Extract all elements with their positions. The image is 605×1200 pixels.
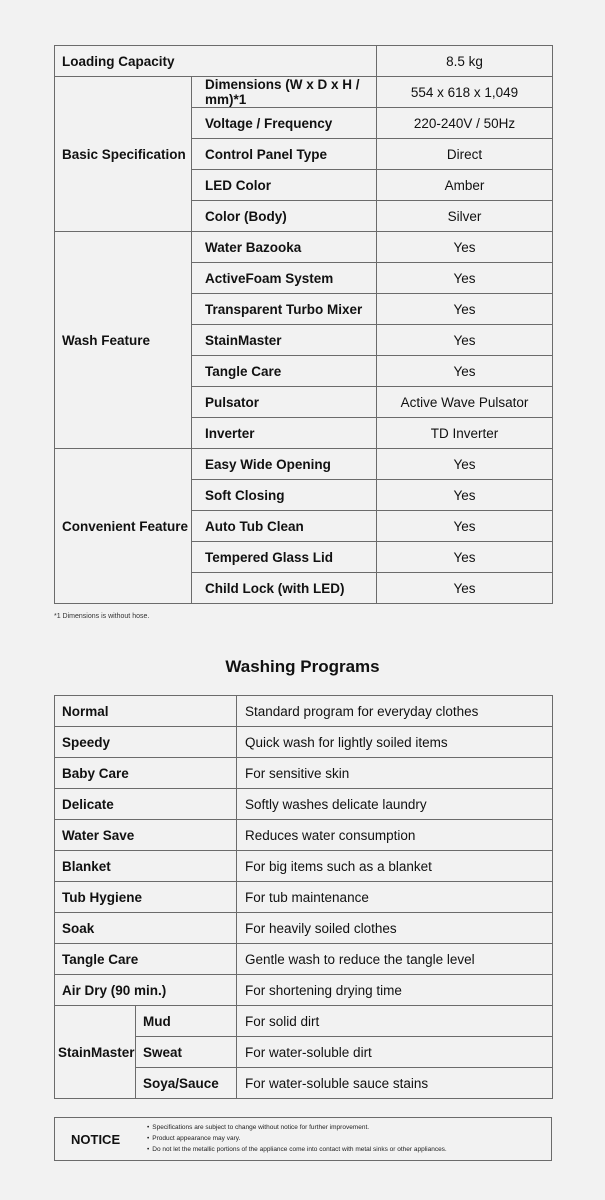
spec-group-title: Convenient Feature [55, 449, 192, 604]
program-row [55, 913, 553, 944]
spec-label: LED Color [192, 170, 377, 201]
program-description: Standard program for everyday clothes [237, 696, 553, 727]
spec-label: StainMaster [192, 325, 377, 356]
washing-programs-title: Washing Programs [225, 657, 380, 676]
program-name: Water Save [55, 820, 237, 851]
spec-value: Yes [377, 480, 553, 511]
washing-programs-table [54, 695, 553, 1099]
program-row [55, 727, 553, 758]
spec-label: Child Lock (with LED) [192, 573, 377, 604]
program-row [55, 696, 553, 727]
spec-label: Tempered Glass Lid [192, 542, 377, 573]
program-name: Soya/Sauce [136, 1068, 237, 1099]
spec-group-title: Wash Feature [55, 232, 192, 449]
program-name: Tub Hygiene [55, 882, 237, 913]
program-row [55, 1006, 553, 1037]
program-name: Soak [55, 913, 237, 944]
program-name: Blanket [55, 851, 237, 882]
spec-group-title: Basic Specification [55, 77, 192, 232]
program-description: For big items such as a blanket [237, 851, 553, 882]
spec-label: Soft Closing [192, 480, 377, 511]
spec-label: Auto Tub Clean [192, 511, 377, 542]
spec-value: Silver [377, 201, 553, 232]
spec-label: Pulsator [192, 387, 377, 418]
program-description: For solid dirt [237, 1006, 553, 1037]
program-name: Air Dry (90 min.) [55, 975, 237, 1006]
program-row [55, 882, 553, 913]
program-name: Tangle Care [55, 944, 237, 975]
spec-value: TD Inverter [377, 418, 553, 449]
spec-row [55, 449, 553, 480]
program-name: Normal [55, 696, 237, 727]
notice-item: • Specifications are subject to change without notice for further improvement. [147, 1122, 447, 1133]
spec-row [55, 46, 553, 77]
notice-list [147, 1122, 447, 1155]
spec-label: Loading Capacity [55, 46, 377, 77]
program-description: For sensitive skin [237, 758, 553, 789]
program-row [55, 758, 553, 789]
spec-label: Dimensions (W x D x H / mm)*1 [192, 77, 377, 108]
program-description: For water-soluble dirt [237, 1037, 553, 1068]
program-row [55, 944, 553, 975]
spec-row [55, 77, 553, 108]
program-row [55, 851, 553, 882]
program-description: For shortening drying time [237, 975, 553, 1006]
program-description: Reduces water consumption [237, 820, 553, 851]
program-description: Softly washes delicate laundry [237, 789, 553, 820]
stainmaster-group-title: StainMaster [55, 1006, 136, 1099]
spec-value: Yes [377, 573, 553, 604]
notice-title: NOTICE [71, 1132, 121, 1147]
spec-value: Yes [377, 542, 553, 573]
spec-value: Amber [377, 170, 553, 201]
spec-label: Transparent Turbo Mixer [192, 294, 377, 325]
program-name: Sweat [136, 1037, 237, 1068]
notice-box [54, 1117, 552, 1161]
spec-value: 8.5 kg [377, 46, 553, 77]
spec-label: ActiveFoam System [192, 263, 377, 294]
program-name: Delicate [55, 789, 237, 820]
notice-item: • Do not let the metallic portions of the appliance come into contact with metal sinks or other appliances. [147, 1144, 447, 1155]
program-name: Speedy [55, 727, 237, 758]
spec-value: Yes [377, 263, 553, 294]
program-name: Mud [136, 1006, 237, 1037]
spec-label: Voltage / Frequency [192, 108, 377, 139]
spec-value: Active Wave Pulsator [377, 387, 553, 418]
program-name: Baby Care [55, 758, 237, 789]
spec-value: Direct [377, 139, 553, 170]
spec-value: Yes [377, 449, 553, 480]
program-description: For tub maintenance [237, 882, 553, 913]
spec-label: Inverter [192, 418, 377, 449]
spec-label: Control Panel Type [192, 139, 377, 170]
spec-label: Color (Body) [192, 201, 377, 232]
spec-label: Easy Wide Opening [192, 449, 377, 480]
spec-label: Tangle Care [192, 356, 377, 387]
dimensions-footnote: *1 Dimensions is without hose. [54, 613, 150, 620]
program-row [55, 975, 553, 1006]
specification-table [54, 45, 553, 604]
spec-value: 220-240V / 50Hz [377, 108, 553, 139]
spec-value: 554 x 618 x 1,049 [377, 77, 553, 108]
spec-value: Yes [377, 325, 553, 356]
program-description: For water-soluble sauce stains [237, 1068, 553, 1099]
notice-item: • Product appearance may vary. [147, 1133, 447, 1144]
program-row [55, 789, 553, 820]
spec-value: Yes [377, 232, 553, 263]
spec-value: Yes [377, 511, 553, 542]
spec-row [55, 232, 553, 263]
program-description: For heavily soiled clothes [237, 913, 553, 944]
program-row [55, 820, 553, 851]
spec-value: Yes [377, 356, 553, 387]
program-description: Quick wash for lightly soiled items [237, 727, 553, 758]
program-description: Gentle wash to reduce the tangle level [237, 944, 553, 975]
spec-label: Water Bazooka [192, 232, 377, 263]
spec-value: Yes [377, 294, 553, 325]
